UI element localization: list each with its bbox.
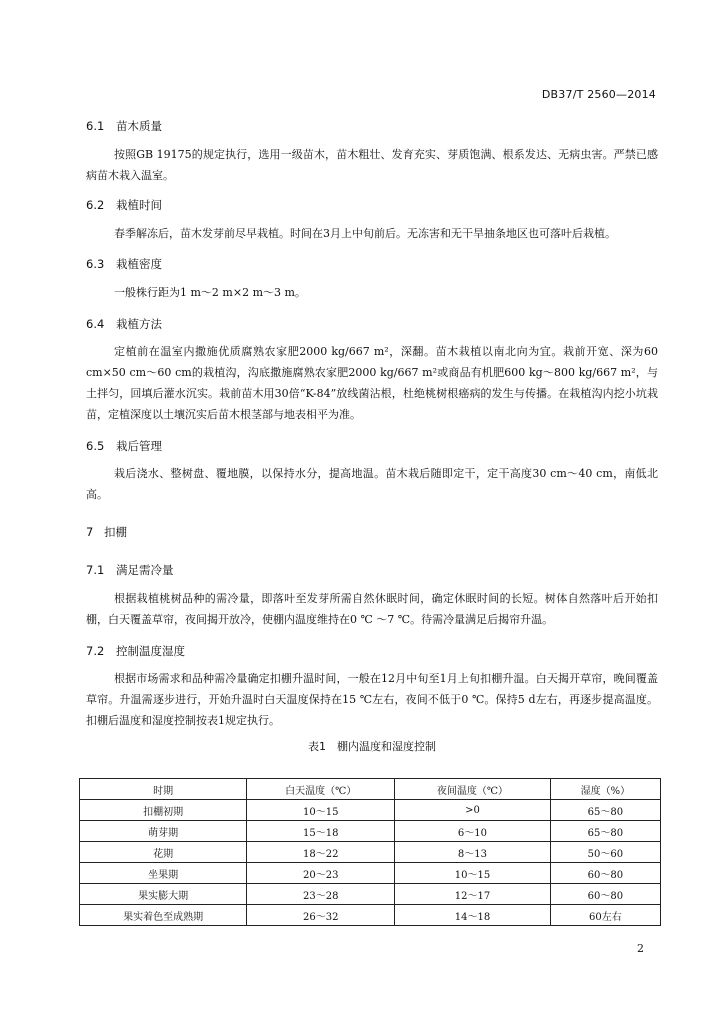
section-number: 6.5 [86, 439, 105, 453]
document-body [86, 116, 658, 757]
section-title: 栽植方法 [116, 317, 162, 331]
column-header: 白天温度（℃） [247, 779, 395, 800]
table-cell: 6～10 [395, 821, 551, 842]
document-code: DB37/T 2560—2014 [541, 88, 656, 101]
chapter-title: 扣棚 [104, 525, 127, 539]
table-cell: 12～17 [395, 884, 551, 905]
section-paragraph: 根据市场需求和品种需冷量确定扣棚升温时间，一般在12月中旬至1月上旬扣棚升温。白天揭开草帘，晚间覆盖草帘。升温需逐步进行，开始升温时白天温度保持在15 ℃左右，夜间不低于0 ℃。保持5 d左右，再逐步提高温度。扣棚后温度和湿度控制按表1规定执行。 [86, 672, 658, 727]
table-row [80, 884, 661, 905]
table-row [80, 905, 661, 926]
temperature-humidity-table [79, 778, 661, 926]
table-cell: 65～80 [550, 821, 660, 842]
section-number: 6.2 [86, 198, 105, 212]
table-cell: 10～15 [247, 800, 395, 821]
table-cell: 23～28 [247, 884, 395, 905]
table-row [80, 800, 661, 821]
section-title: 苗木质量 [116, 119, 162, 133]
table-cell: 50～60 [550, 842, 660, 863]
table-cell: 坐果期 [80, 863, 247, 884]
table-cell: 15～18 [247, 821, 395, 842]
section-title: 栽后管理 [116, 439, 162, 453]
table-cell: 10～15 [395, 863, 551, 884]
section-heading [86, 436, 658, 456]
table-cell: 14～18 [395, 905, 551, 926]
table-cell: 果实膨大期 [80, 884, 247, 905]
section-heading [86, 116, 658, 136]
column-header: 湿度（%） [550, 779, 660, 800]
table-cell: 65～80 [550, 800, 660, 821]
table-cell: 60左右 [550, 905, 660, 926]
table-cell: 18～22 [247, 842, 395, 863]
table-cell: 8～13 [395, 842, 551, 863]
column-header: 夜间温度（℃） [395, 779, 551, 800]
table-row [80, 842, 661, 863]
section-heading [86, 641, 658, 661]
chapter-number: 7 [86, 525, 94, 539]
table-header-row [80, 779, 661, 800]
table-cell: 扣棚初期 [80, 800, 247, 821]
table-cell: 60～80 [550, 863, 660, 884]
section-number: 6.4 [86, 317, 105, 331]
section-number: 6.3 [86, 257, 105, 271]
table-cell: >0 [395, 800, 551, 821]
column-header: 时期 [80, 779, 247, 800]
section-number: 7.1 [86, 563, 105, 577]
section-title: 满足需冷量 [116, 563, 174, 577]
table-cell: 60～80 [550, 884, 660, 905]
section-title: 控制温度湿度 [116, 644, 185, 658]
chapter-heading [86, 522, 658, 542]
table-row [80, 821, 661, 842]
table-cell: 20～23 [247, 863, 395, 884]
section-title: 栽植时间 [116, 198, 162, 212]
table-cell: 26～32 [247, 905, 395, 926]
section-number: 6.1 [86, 119, 105, 133]
table-row [80, 863, 661, 884]
section-number: 7.2 [86, 644, 105, 658]
section-heading [86, 254, 658, 274]
section-paragraph: 定植前在温室内撒施优质腐熟农家肥2000 kg/667 m²，深翻。苗木栽植以南北向为宜。栽前开宽、深为60 cm×50 cm～60 cm的栽植沟，沟底撒施腐熟农家肥2000 kg/667 m²或商品有机肥600 kg～800 kg/667 m²，与土拌匀，回填后灌水沉实。栽前苗木用30倍“K-84”放线菌沾根，杜绝桃树根癌病的发生与传播。在栽植沟内挖小坑栽苗，定植深度以土壤沉实后苗木根茎部与地表相平为准。 [86, 345, 658, 421]
page-number: 2 [637, 942, 644, 955]
section-paragraph: 栽后浇水、整树盘、覆地膜，以保持水分，提高地温。苗木栽后随即定干，定干高度30 cm～40 cm，南低北高。 [86, 467, 658, 501]
section-paragraph: 一般株行距为1 m～2 m×2 m～3 m。 [114, 286, 306, 299]
section-paragraph: 按照GB 19175的规定执行，选用一级苗木，苗木粗壮、发育充实、芽质饱满、根系发达、无病虫害。严禁已感病苗木栽入温室。 [86, 148, 658, 182]
section-paragraph: 根据栽植桃树品种的需冷量，即落叶至发芽所需自然休眠时间，确定休眠时间的长短。树体自然落叶后开始扣棚，白天覆盖草帘，夜间揭开放冷，使棚内温度维持在0 ℃ ～7 ℃。待需冷量满足后揭帘升温。 [86, 592, 658, 626]
section-paragraph: 春季解冻后，苗木发芽前尽早栽植。时间在3月上中旬前后。无冻害和无干旱抽条地区也可落叶后栽植。 [114, 227, 616, 240]
section-heading [86, 560, 658, 580]
table-cell: 萌芽期 [80, 821, 247, 842]
section-title: 栽植密度 [116, 257, 162, 271]
table-cell: 果实着色至成熟期 [80, 905, 247, 926]
section-heading [86, 314, 658, 334]
table-title: 表1 棚内温度和湿度控制 [308, 740, 436, 753]
section-heading [86, 195, 658, 215]
table-cell: 花期 [80, 842, 247, 863]
